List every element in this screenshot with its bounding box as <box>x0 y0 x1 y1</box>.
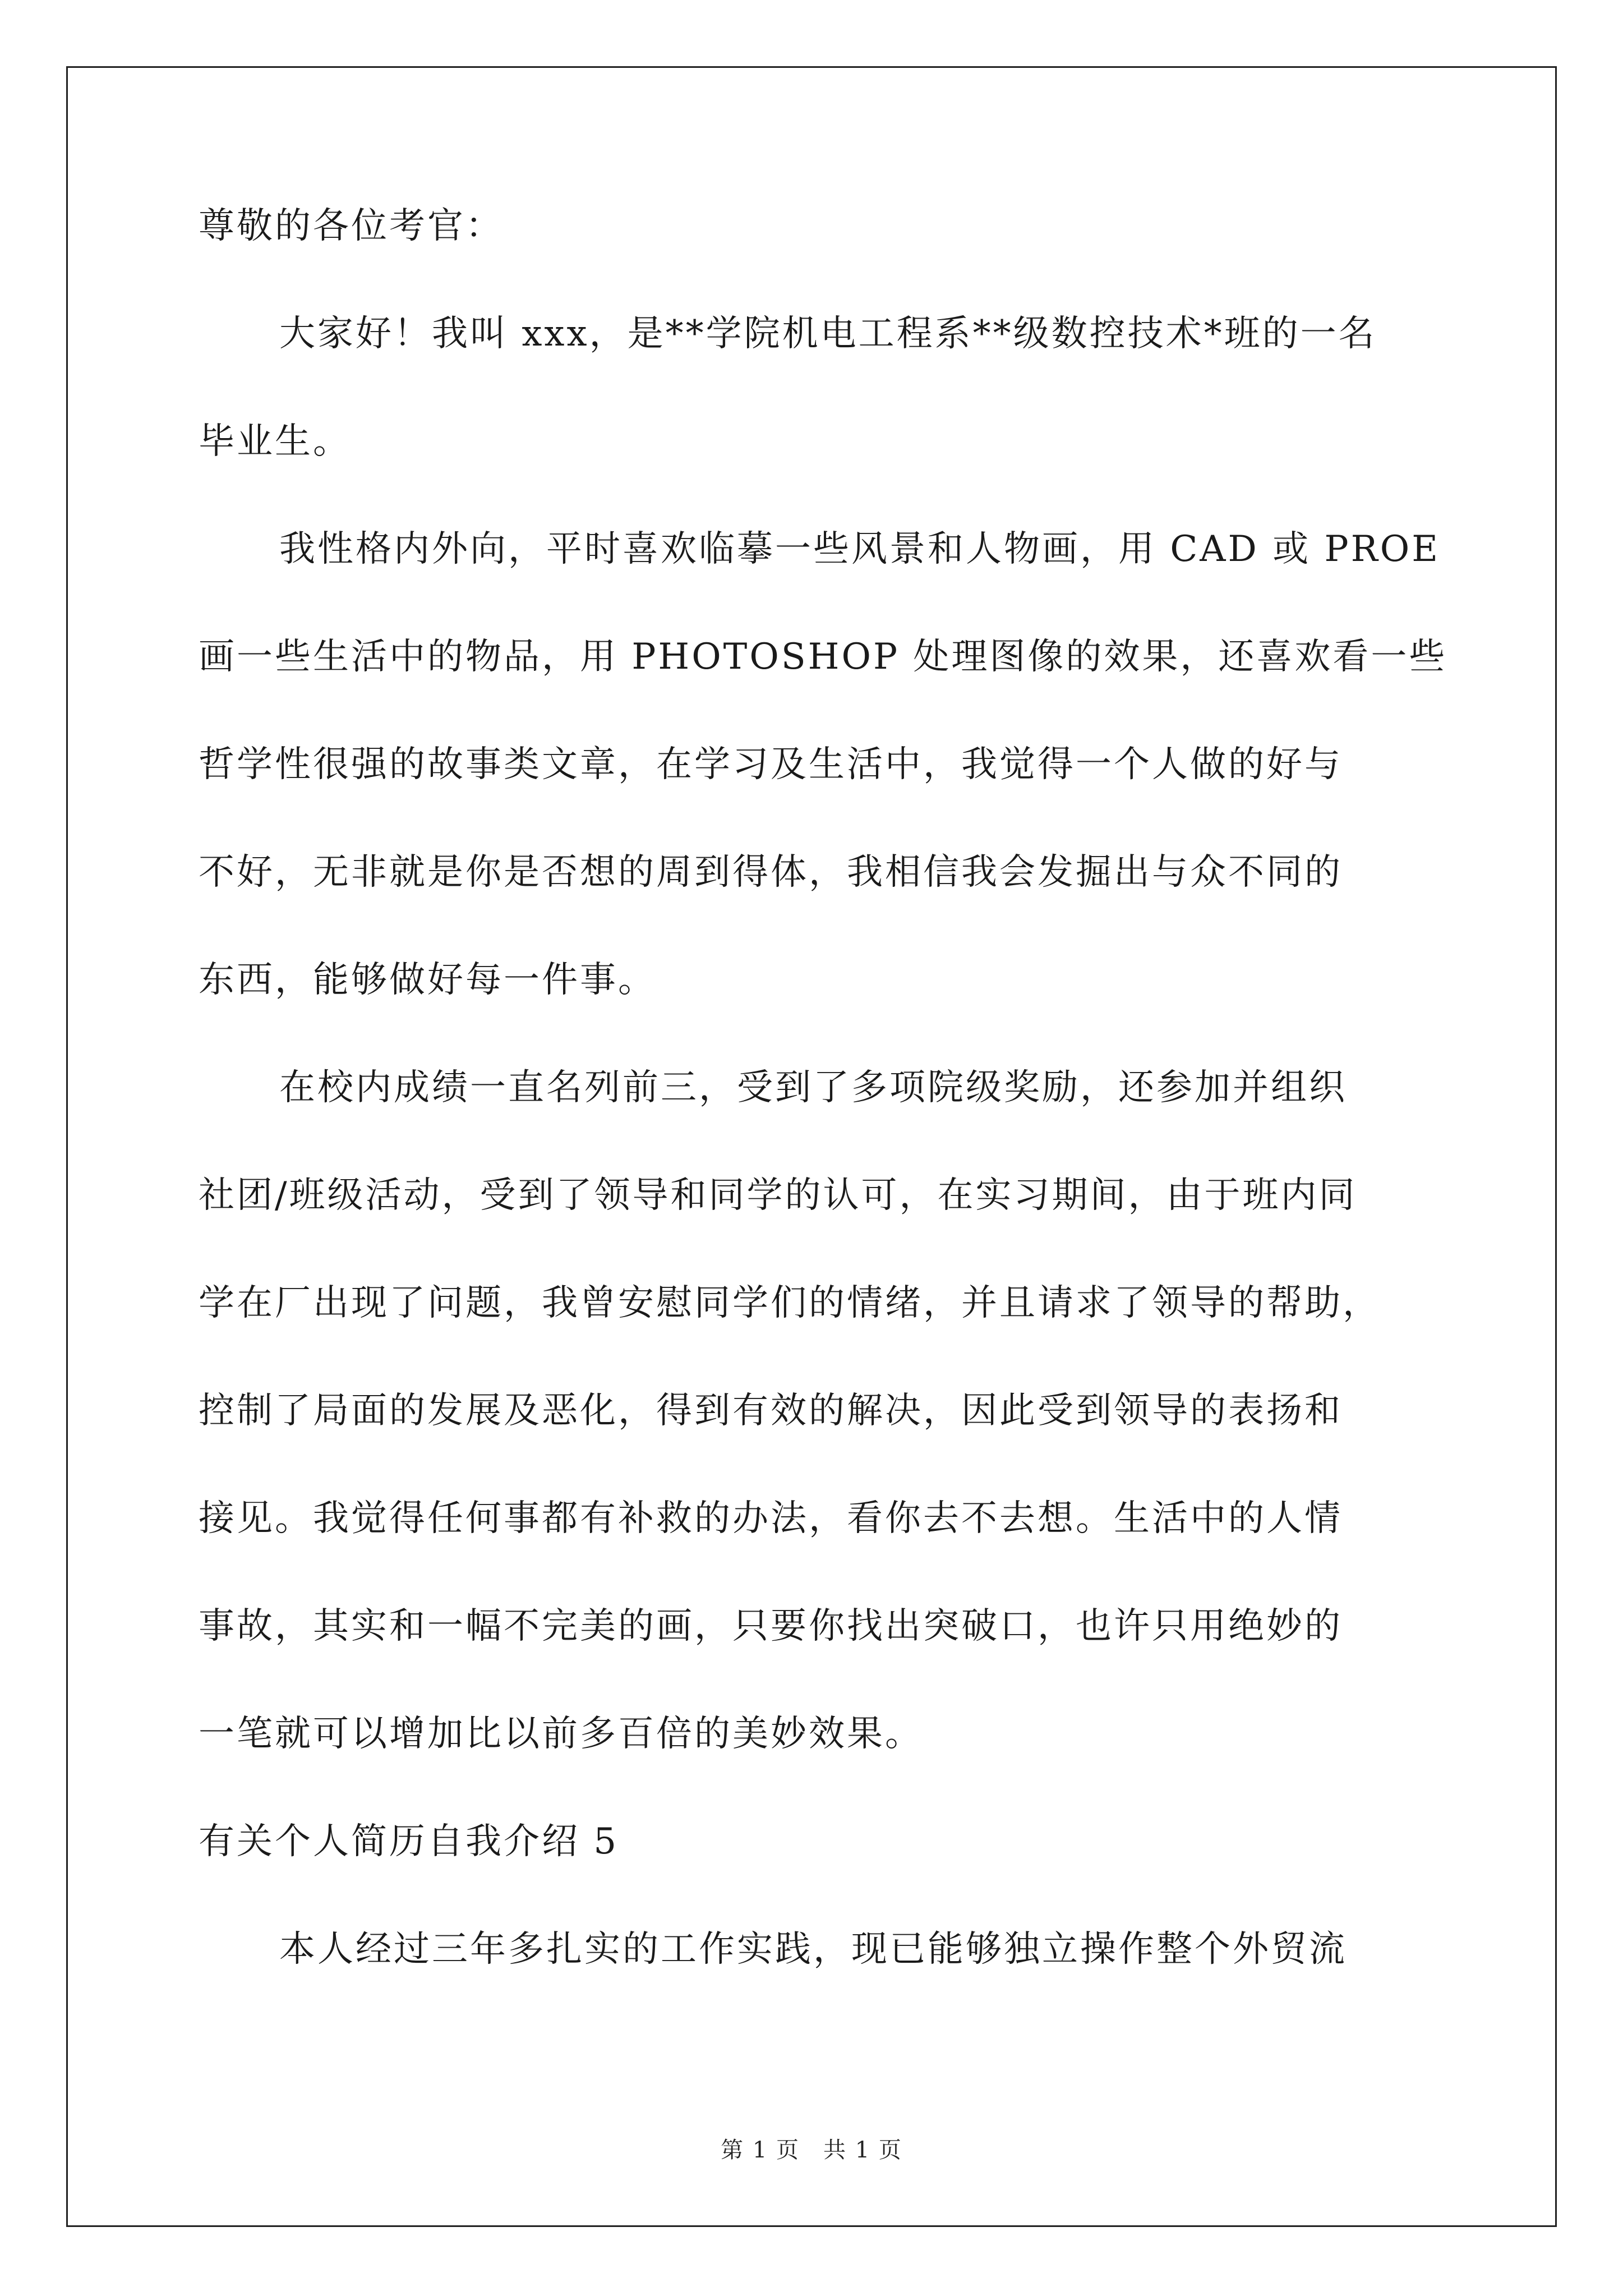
salutation: 尊敬的各位考官： <box>199 205 504 247</box>
paragraph-2-line-2: 画一些生活中的物品，用 PHOTOSHOP 处理图像的效果，还喜欢看一些 <box>199 636 1447 678</box>
paragraph-3-line-1: 在校内成绩一直名列前三，受到了多项院级奖励，还参加并组织 <box>279 1067 1347 1108</box>
paragraph-1-line-1: 大家好！我叫 xxx，是**学院机电工程系**级数控技术*班的一名 <box>279 313 1377 355</box>
paragraph-3-line-7: 一笔就可以增加比以前多百倍的美妙效果。 <box>199 1713 923 1755</box>
document-body <box>199 199 1447 1976</box>
paragraph-3-line-2: 社团/班级活动，受到了领导和同学的认可，在实习期间，由于班内同 <box>199 1175 1357 1216</box>
page-footer: 第 1 页 共 1 页 <box>721 2137 902 2163</box>
paragraph-3-line-6: 事故，其实和一幅不完美的画，只要你找出突破口，也许只用绝妙的 <box>199 1605 1343 1647</box>
paragraph-4-line-1: 本人经过三年多扎实的工作实践，现已能够独立操作整个外贸流 <box>279 1929 1347 1970</box>
paragraph-2-line-3: 哲学性很强的故事类文章，在学习及生活中，我觉得一个人做的好与 <box>199 744 1343 785</box>
paragraph-3-line-4: 控制了局面的发展及恶化，得到有效的解决，因此受到领导的表扬和 <box>199 1390 1343 1432</box>
paragraph-2-line-1: 我性格内外向，平时喜欢临摹一些风景和人物画，用 CAD 或 PROE <box>279 528 1440 570</box>
paragraph-3-line-5: 接见。我觉得任何事都有补救的办法，看你去不去想。生活中的人情 <box>199 1498 1343 1539</box>
paragraph-2-line-4: 不好，无非就是你是否想的周到得体，我相信我会发掘出与众不同的 <box>199 852 1343 893</box>
section-heading: 有关个人简历自我介绍 5 <box>199 1821 619 1862</box>
paragraph-2-line-5: 东西，能够做好每一件事。 <box>199 959 656 1001</box>
paragraph-3-line-3: 学在厂出现了问题，我曾安慰同学们的情绪，并且请求了领导的帮助， <box>199 1282 1381 1324</box>
paragraph-1-line-2: 毕业生。 <box>199 421 351 462</box>
